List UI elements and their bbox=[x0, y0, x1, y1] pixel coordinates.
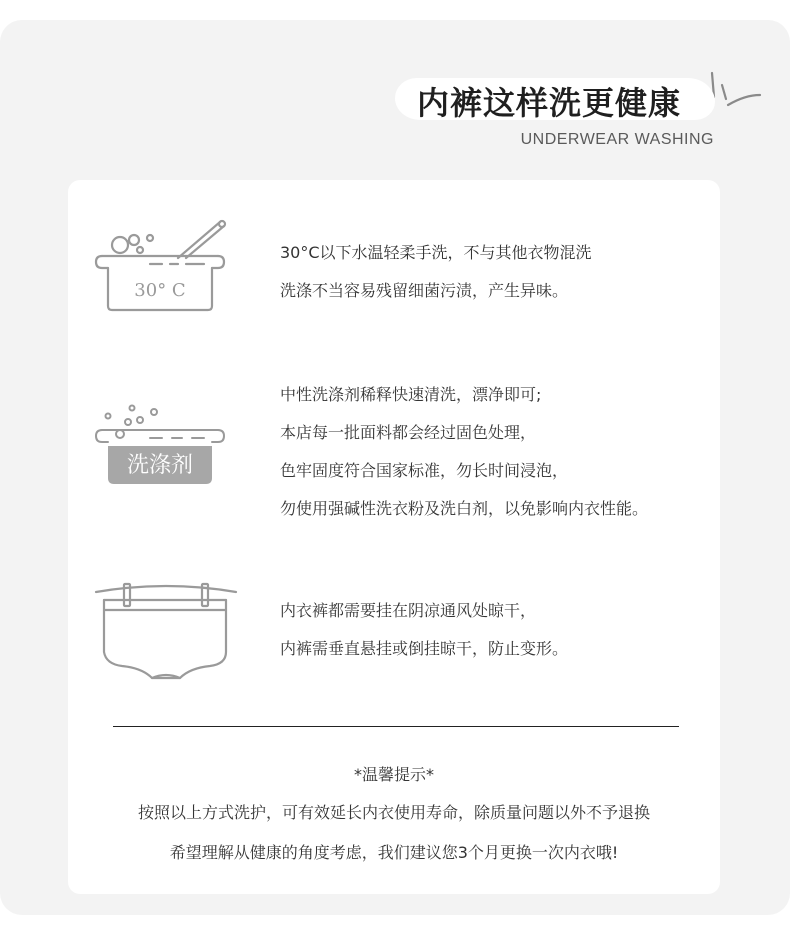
hanging-underwear-icon bbox=[92, 580, 242, 690]
section-2-line-3: 色牢固度符合国家标准，勿长时间浸泡， bbox=[280, 461, 569, 480]
divider-line bbox=[113, 726, 679, 727]
temperature-label: 30° C bbox=[134, 280, 186, 301]
section-3-text bbox=[280, 592, 568, 668]
section-2-line-4: 勿使用强碱性洗衣粉及洗白剂，以免影响内衣性能。 bbox=[280, 499, 649, 518]
instructions-card bbox=[68, 180, 720, 894]
title-banner bbox=[395, 68, 725, 130]
section-2-line-1: 中性洗涤剂稀释快速清洗，漂净即可; bbox=[280, 385, 542, 404]
section-1-text bbox=[280, 234, 592, 310]
section-3-line-1: 内衣裤都需要挂在阴凉通风处晾干， bbox=[280, 601, 537, 620]
section-2-text bbox=[280, 376, 648, 528]
tips-line-1: 按照以上方式洗护，可有效延长内衣使用寿命，除质量问题以外不予退换 bbox=[137, 803, 650, 822]
section-1-line-2: 洗涤不当容易残留细菌污渍，产生异味。 bbox=[280, 281, 569, 300]
section-3-line-2: 内裤需垂直悬挂或倒挂晾干，防止变形。 bbox=[280, 639, 569, 658]
tips-line-2: 希望理解从健康的角度考虑，我们建议您3个月更换一次内衣哦! bbox=[169, 843, 619, 862]
wash-basin-thermometer-icon bbox=[92, 214, 232, 314]
section-1-line-1: 30°C以下水温轻柔手洗，不与其他衣物混洗 bbox=[280, 243, 592, 262]
detergent-basin-icon bbox=[92, 402, 232, 492]
page-title: 内裤这样洗更健康 bbox=[417, 84, 682, 122]
section-2-line-2: 本店每一批面料都会经过固色处理， bbox=[280, 423, 537, 442]
page-subtitle: UNDERWEAR WASHING bbox=[520, 131, 714, 148]
detergent-label: 洗涤剂 bbox=[126, 453, 194, 478]
tips-title: *温馨提示* bbox=[353, 765, 434, 784]
